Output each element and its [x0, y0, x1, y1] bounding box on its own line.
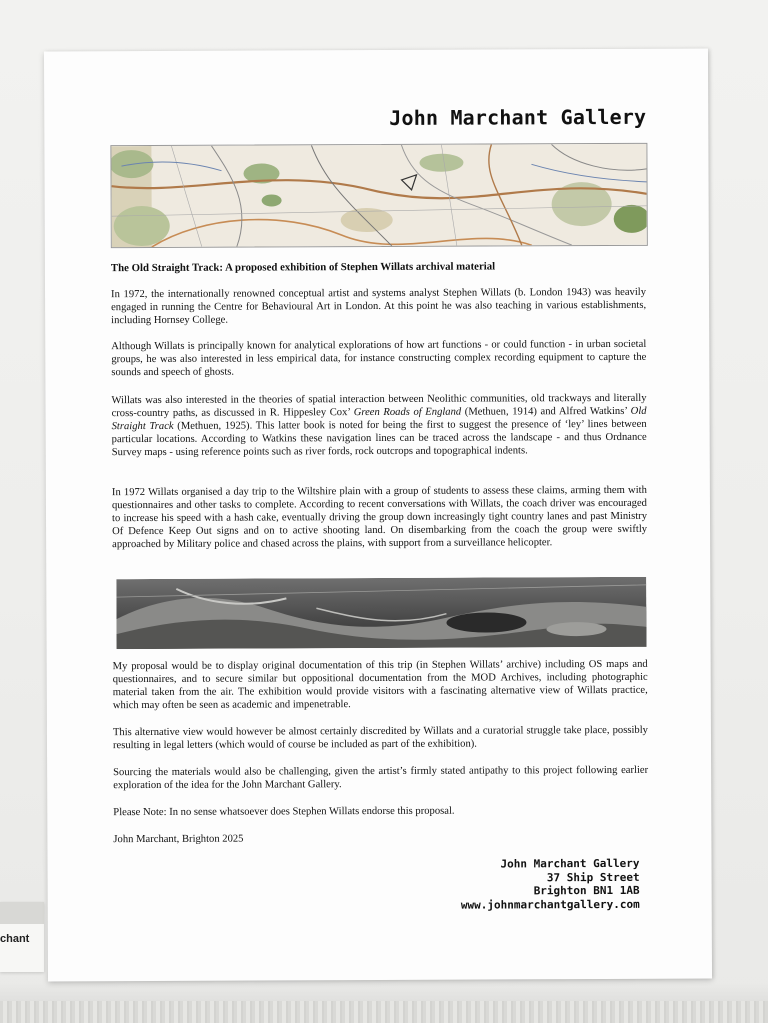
signature-line: John Marchant, Brighton 2025 [113, 833, 244, 846]
address-city: Brighton BN1 1AB [533, 883, 640, 898]
paragraph-day-trip: In 1972 Willats organised a day trip to the Wiltshire plain with a group of students to assess these claims, arming them with questionnaires and other tasks to complete. According to recent conversations with Willats, the coach driver was encouraged to increase his speed with a hash cake, eventually driving the group down increasingly tight country lanes and past Ministry Of Defence Keep Out signs and on to active shooting land. On disembarking from the coach the group were swiftly approached by Military police and chased across the plains, with support from a surveillance helicopter. [111, 484, 648, 550]
paragraph-theories-a: Willats was also interested in the theories of spatial interaction between Neolithic communities, old trackways and literally cross-country paths, as discussed in R. Hippesley Cox’ [111, 392, 647, 420]
address-website: www.johnmarchantgallery.com [460, 897, 640, 912]
address-gallery-name: John Marchant Gallery [500, 856, 640, 871]
paragraph-theories-b: (Methuen, 1914) and Alfred Watkins’ [461, 405, 631, 418]
proposal-sheet [44, 49, 712, 982]
ordnance-survey-map-image [110, 143, 647, 248]
gallery-address-block [461, 857, 640, 912]
baseboard [0, 1001, 768, 1023]
paragraph-theories-c: (Methuen, 1925). This latter book is noted for being the first to suggest the presence of ‘ley’ lines between particular locations. According to Watkins these navigation lines can be traced across the landscape - and thus Ordnance Survey maps - using reference points such as river fords, rock outcrops and topographical indents. [111, 418, 647, 458]
label-strip [0, 902, 44, 924]
address-street: 37 Ship Street [546, 870, 640, 884]
aerial-photo-image-icon [116, 577, 646, 649]
book-green-roads: Green Roads of England [353, 406, 462, 419]
map-image-icon [111, 144, 646, 247]
adjacent-label-text: chant [0, 933, 30, 945]
gallery-header: John Marchant Gallery [389, 104, 647, 130]
paragraph-theories [111, 393, 646, 460]
aerial-photograph [116, 577, 646, 649]
paragraph-background: Although Willats is principally known for analytical explorations of how art functions - or could function - in urban societal groups, he was also interested in less empirical data, for instance constructing complex recording equipment to capture the sounds and speech of ghosts. [111, 338, 647, 378]
paragraph-note: Please Note: In no sense whatsoever does Stephen Willats endorse this proposal. [113, 805, 455, 819]
paragraph-alternative-view: This alternative view would however be almost certainly discredited by Willats and a curatorial struggle take place, possibly resulting in legal letters (which would of course be included as part of the exhibition). [112, 724, 648, 752]
paragraph-sourcing: Sourcing the materials would also be challenging, given the artist’s firmly stated antipathy to this project following earlier exploration of the idea for the John Marchant Gallery. [113, 764, 649, 792]
proposal-title: The Old Straight Track: A proposed exhibition of Stephen Willats archival material [110, 260, 496, 275]
paragraph-intro: In 1972, the internationally renowned conceptual artist and systems analyst Stephen Willats (b. London 1943) was heavily engaged in running the Centre for Behavioural Art in London. At this point he was also teaching in various establishments, including Hornsey College. [111, 286, 647, 326]
paragraph-proposal: My proposal would be to display original documentation of this trip (in Stephen Willats’ archive) including OS maps and questionnaires, and to secure similar but oppositional documentation from the MOD Archives, including photographic material taken from the air. The exhibition would provide visitors with a fascinating alternative view of Willats practice, which may often be seen as academic and impenetrable. [112, 658, 648, 711]
adjacent-wall-label [0, 902, 44, 972]
book-old-straight-track: Old Straight Track [111, 405, 647, 432]
